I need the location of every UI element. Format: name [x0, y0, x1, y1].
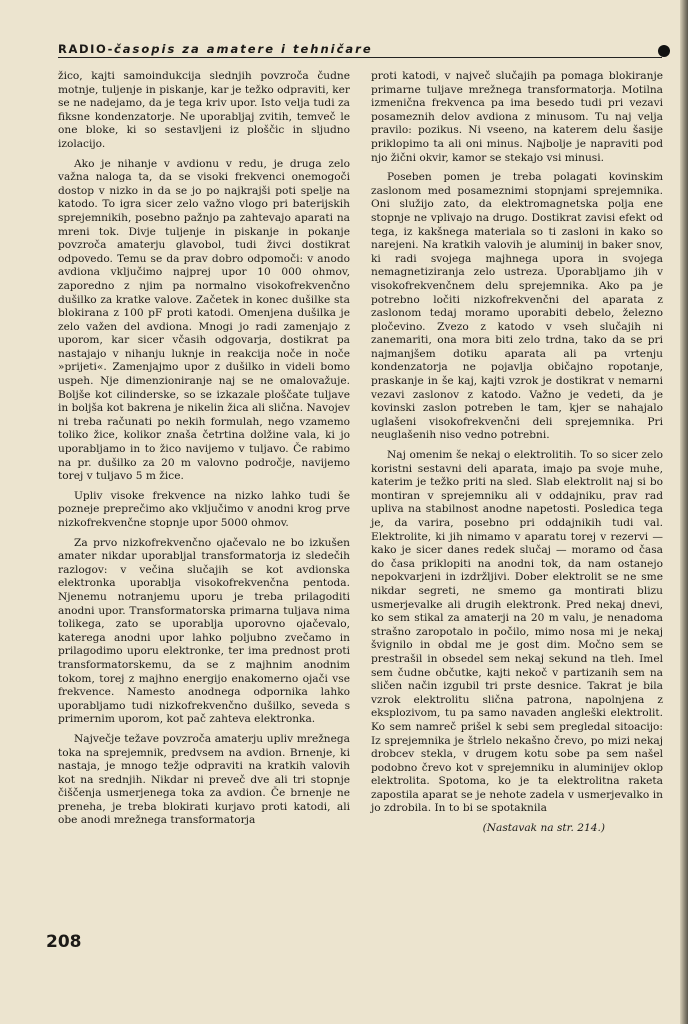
- paragraph: Ako je nihanje v avdionu v redu, je druga zelo važna naloga ta, da se visoki frekvenci onemogoči dostop v nizko in da se jo po najkrajši poti spelje na katodo. To igra sicer zelo važno vlogo pri baterijskih sprejemnikih, posebno pažnjo pa zahtevajo aparati na mreni tok. Divje tuljenje in piskanje in pokanje povzroča amaterju glavobol, tudi živci dostikrat odpovedo. Temu se da prav dobro odpomoči: v anodo avdiona vključimo najprej upor 10 000 ohmov, zaporedno z njim pa normalno visokofrekvenčno dušilko za kratke valove. Začetek in konec dušilke sta blokirana z 100 pF proti katodi. Omenjena dušilka je zelo važen del avdiona. Mnogi jo radi zamenjajo z uporom, kar sicer včasih odgovarja, dostikrat pa nastajajo v nihanju luknje in reakcija noče in noče »prijeti«. Zamenjajmo upor z dušilko in videli bomo uspeh. Nje dimenzioniranje naj se ne omalovažuje. Boljše kot cilinderske, so se izkazale ploščate tuljave in boljša kot bakrena je nikelin žica ali slična. Navojev ni treba računati po nekih formulah, nego vzamemo toliko žice, kolikor znaša četrtina dolžine vala, ki jo uporabljamo in to žico navijemo v tuljavo. Če rabimo na pr. dušilko za 20 m valovno področje, navijemo torej v tuljavo 5 m žice.: [58, 157, 350, 483]
- paragraph: Poseben pomen je treba polagati kovinskim zaslonom med posameznimi stopnjami sprejemnika. Oni služijo zato, da elektromagnetska polja ene stopnje ne vplivajo na drugo. Dostikrat zavisi efekt od tega, iz kakšnega materiala so ti zasloni in kako so narejeni. Na kratkih valovih je aluminij in baker snov, ki radi svojega majhnega upora in svojega nemagnetiziranja zelo ustreza. Uporabljamo jih v visokofrekvenčnem delu sprejemnika. Ako pa je potrebno ločiti nizkofrekvenčni del aparata z zaslonom tedaj moramo uporabiti debelo, železno pločevino. Zvezo z katodo v vseh slučajih ni zanemariti, ona mora biti zelo trdna, tako da se pri najmanjšem dotiku aparata ali pa vrtenju kondenzatorja ne pojavlja običajno ropotanje, praskanje in še kaj, kajti vzrok je dostikrat v nemarni vezavi zaslonov z katodo. Važno je vedeti, da je kovinski zaslon potreben le tam, kjer se nahajalo uglašeni visokofrekvenčni deli sprejemnika. Pri neuglašenih niso vedno potrebni.: [371, 171, 663, 442]
- paragraph: proti katodi, v največ slučajih pa pomaga blokiranje primarne tuljave mrežnega transformatorja. Motilna izmenična frekvenca pa ima besedo tudi pri vezavi posameznih delov avdiona z minusom. Tu naj velja pravilo: pozikus. Ni vseeno, na katerem delu šasije priklopimo ta ali oni minus. Najbolje je napraviti pod njo žični okvir, kamor se stekajo vsi minusi.: [371, 70, 663, 164]
- paragraph: žico, kajti samoindukcija slednjih povzroča čudne motnje, tuljenje in piskanje, kar je težko odpraviti, ker se ne nadejamo, da je tega kriv upor. Isto velja tudi za fiksne kondenzatorje. Ne uporabljaj zvitih, temveč le one bloke, ki so sestavljeni iz ploščic in sljudno izolacijo.: [58, 70, 350, 150]
- continued-note: (Nastavak na str. 214.): [482, 822, 605, 835]
- paragraph: Upliv visoke frekvence na nizko lahko tudi še pozneje preprečimo ako vključimo v anodni krog prve nizkofrekvenčne stopnje upor 5000 ohmov.: [58, 489, 350, 529]
- right-column: [371, 70, 663, 836]
- journal-title: [58, 42, 373, 56]
- paragraph: Naj omenim še nekaj o elektrolitih. To so sicer zelo koristni sestavni deli aparata, imajo pa svoje muhe, katerim je težko priti na sled. Slab elektrolit naj si bo montiran v sprejemniku ali v oddajniku, prav rad upliva na stabilnost anodne napetosti. Posledica tega je, da varira, posebno pri oddajnikih tudi val. Elektrolite, ki jih nimamo v aparatu torej v rezervi — kako je sicer danes redek slučaj — moramo od časa do časa priklopiti na anodni tok, da nam ostanejo nepokvarjeni in izdržljivi. Dober elektrolit se ne sme nikdar segreti, ne smemo ga montirati blizu usmerjevalke ali drugih elektronk. Pred nekaj dnevi, ko sem stikal za amaterji na 20 m valu, je nenadoma strašno zaropotalo in počilo, mimo nosa mi je nekaj švignilo in obdal me je gost dim. Močno sem se prestrašil in obsedel sem nekaj sekund na tleh. Imel sem čudne občutke, kajti nekoč v partizanih sem na sličen način izgubil tri prste desnice. Takrat je bila vzrok elektrolitu slična patrona, napolnjena z eksplozivom, tu pa samo navaden angleški elektrolit. Ko sem namreč prišel k sebi sem pregledal sitoacijo: Iz sprejemnika je štrlelo nekašno črevo, po mizi nekaj drobcev stekla, v drugem kotu sobe pa sem našel podobno črevo kot v sprejemniku in aluminijev oklop elektrolita. Spotoma, ko je ta elektrolitna raketa zapostila aparat se je nehote zadela v usmerjevalko in jo zdrobila. In to bi se spotaknila: [371, 449, 663, 815]
- page-number: 208: [46, 932, 82, 952]
- header-rule: [58, 57, 662, 58]
- paragraph: Največje težave povzroča amaterju upliv mrežnega toka na sprejemnik, predvsem na avdion. Brnenje, ki nastaja, je mnogo težje odpraviti na kratkih valovih kot na srednjih. Nikdar ni preveč dve ali tri stopnje čiščenja usmerjenega toka za avdion. Če brnenje ne preneha, je treba blokirati kurjavo proti katodi, ali obe anodi mrežnega transformatorja: [58, 732, 350, 827]
- page-edge-shadow: [680, 0, 688, 1024]
- header-bullet-icon: [658, 45, 670, 57]
- journal-subtitle: časopis za amatere i tehničare: [113, 42, 373, 56]
- journal-name: RADIO-: [58, 42, 114, 56]
- paragraph: Za prvo nizkofrekvenčno ojačevalo ne bo izkušen amater nikdar uporabljal transformatorja iz sledečih razlogov: v večina slučajih se kot avdionska elektronka uporablja visokofrekvenčna pentoda. Njenemu notranjemu uporu je treba prilagoditi anodni upor. Transformatorska primarna tuljava nima tolikega, zato se uporablja uporovno ojačevalo, katerega anodni upor lahko poljubno zvečamo in prilagodimo uporu elektronke, ter ima prednost proti transformatorskemu, da se z majhnim anodnim tokom, torej z majhno energijo enakomerno ojači vse frekvence. Namesto anodnega odpornika lahko uporabljamo tudi nizkofrekvenčno dušilko, seveda s primernim uporom, kot pač zahteva elektronka.: [58, 536, 350, 726]
- running-header: [58, 38, 670, 60]
- left-column: [58, 70, 350, 834]
